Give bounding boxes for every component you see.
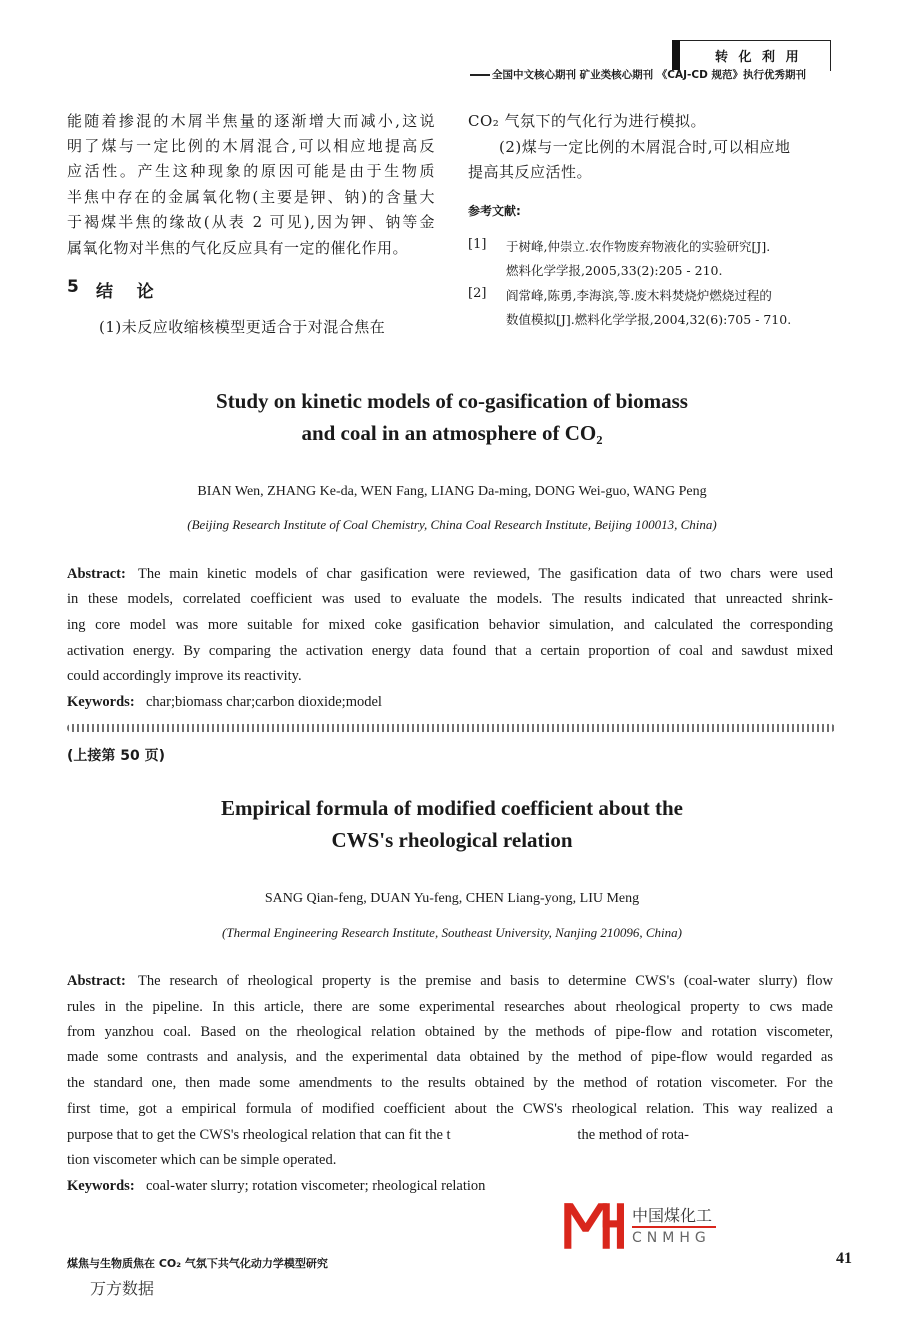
abstract-line: the standard one, then made some amendments to the results obtained by the method of rotation viscometer. For the <box>67 1075 833 1091</box>
header-rule <box>470 74 490 76</box>
continued-note: (上接第 50 页) <box>67 748 166 764</box>
keywords: coal-water slurry; rotation viscometer; rheological relation <box>146 1178 486 1194</box>
watermark-logo <box>560 1203 790 1251</box>
ref-text: 阎常峰,陈勇,李海滨,等.废木料焚烧炉燃烧过程的 <box>506 288 772 303</box>
abstract-line: in these models, correlated coefficient was used to evaluate the models. The results indicated that unreacted shrink- <box>67 591 833 607</box>
section-number: 5 <box>67 277 79 297</box>
text-line: 半焦中存在的金属氧化物(主要是钾、钠)的含量大 <box>67 188 435 206</box>
ref-number: [1] <box>468 237 487 252</box>
references-title: 参考文献: <box>468 204 521 218</box>
header-bar <box>672 40 680 70</box>
text-line: (2)煤与一定比例的木屑混合时,可以相应地 <box>499 138 791 156</box>
authors: SANG Qian-feng, DUAN Yu-feng, CHEN Liang-yong, LIU Meng <box>264 891 640 906</box>
abstract-line: purpose that to get the CWS's rheological relation that can fit the t the method of rota- <box>67 1127 689 1143</box>
article-title: Empirical formula of modified coefficient about the <box>221 796 683 820</box>
section-title: 结 论 <box>96 282 154 302</box>
affiliation: (Beijing Research Institute of Coal Chemistry, China Coal Research Institute, Beijing 100013, China) <box>187 517 717 532</box>
abstract-line: could accordingly improve its reactivity. <box>67 668 302 684</box>
abstract-line: first time, got a empirical formula of modified coefficient about the CWS's rheological relation. This way realized a <box>67 1101 833 1117</box>
abstract-label: Abstract: <box>67 973 126 989</box>
watermark-cn: 中国煤化工 <box>632 1206 713 1225</box>
text-line: 应活性。产生这种现象的原因可能是由于生物质 <box>67 162 435 180</box>
source-label: 万方数据 <box>90 1279 155 1298</box>
ref-text: 于树峰,仲崇立.农作物废弃物液化的实验研究[J]. <box>506 239 771 254</box>
abstract-line: The main kinetic models of char gasification were reviewed, The gasification data of two chars were used <box>138 566 833 582</box>
mh-logo-icon <box>560 1203 624 1249</box>
section-label: 转 化 利 用 <box>715 50 802 65</box>
text-line: CO₂ 气氛下的气化行为进行模拟。 <box>468 112 707 130</box>
authors: BIAN Wen, ZHANG Ke-da, WEN Fang, LIANG Da-ming, DONG Wei-guo, WANG Peng <box>197 484 707 499</box>
text-line: 提高其反应活性。 <box>468 163 593 181</box>
keywords-label: Keywords: <box>67 694 135 710</box>
abstract-line: The research of rheological property is the premise and basis to determine CWS's (coal-water slurry) flow <box>138 973 833 989</box>
affiliation: (Thermal Engineering Research Institute, Southeast University, Nanjing 210096, China) <box>222 925 682 940</box>
text-line: (1)未反应收缩核模型更适合于对混合焦在 <box>99 318 386 336</box>
running-title: 煤焦与生物质焦在 CO₂ 气氛下共气化动力学模型研究 <box>67 1257 328 1270</box>
text-line: 明了煤与一定比例的木屑混合,可以相应地提高反 <box>67 137 435 155</box>
watermark-rule <box>632 1226 716 1228</box>
ref-number: [2] <box>468 286 487 301</box>
watermark-en: CNMHG <box>632 1230 711 1246</box>
ref-text: 数值模拟[J].燃料化学学报,2004,32(6):705 - 710. <box>506 312 792 327</box>
text-line: 属氧化物对半焦的气化反应具有一定的催化作用。 <box>67 239 409 257</box>
article-title: Study on kinetic models of co-gasification of biomass <box>216 389 688 413</box>
page-number: 41 <box>836 1250 852 1267</box>
article-title: CWS's rheological relation <box>331 828 573 852</box>
text-line: 能随着掺混的木屑半焦量的逐渐增大而减小,这说 <box>67 112 435 130</box>
abstract-line: tion viscometer which can be simple operated. <box>67 1152 337 1168</box>
keywords-label: Keywords: <box>67 1178 135 1194</box>
abstract-line: from yanzhou coal. Based on the rheological relation obtained by the methods of pipe-flow and rotation viscometer, <box>67 1024 833 1040</box>
keywords: char;biomass char;carbon dioxide;model <box>146 694 382 710</box>
abstract-line: ing core model was more suitable for mixed coke gasification behavior simulation, and calculated the corresponding <box>67 617 833 633</box>
text-line: 于褐煤半焦的缘故(从表 2 可见),因为钾、钠等金 <box>67 213 435 231</box>
abstract-label: Abstract: <box>67 566 126 582</box>
wavy-divider <box>67 724 835 732</box>
ref-text: 燃料化学学报,2005,33(2):205 - 210. <box>506 263 723 278</box>
article-title: and coal in an atmosphere of CO₂ <box>301 421 603 445</box>
abstract-line: activation energy. By comparing the activation energy data found that a certain proportion of coal and sawdust mixed <box>67 643 833 659</box>
abstract-line: made some contrasts and analysis, and the experimental data obtained by the method of pipe-flow would regarded as <box>67 1049 833 1065</box>
abstract-line: rules in the pipeline. In this article, there are some experimental researches about rheological property to cws made <box>67 999 833 1015</box>
journal-line: 全国中文核心期刊 矿业类核心期刊 《CAJ-CD 规范》执行优秀期刊 <box>492 69 806 81</box>
